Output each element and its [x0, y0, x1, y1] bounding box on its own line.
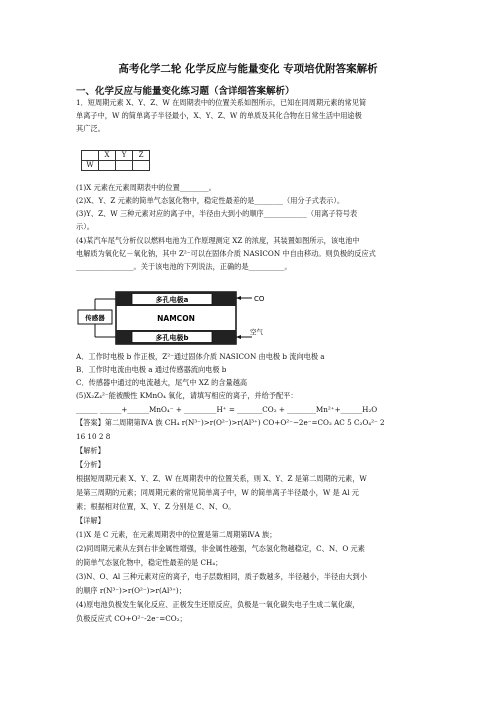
co-label: CO — [254, 295, 265, 303]
option-a: A．工作时电极 b 作正极，Z²⁻通过固体介质 NASICON 由电极 b 流向电极 a — [76, 352, 325, 361]
question-item: ______ ______+______MnO₄⁻ + _________H⁺ = _______CO₂ + ________Mn²⁺+______H₂O — [76, 405, 378, 414]
detail-text: 的顺序 r(N³⁻)>r(O²⁻)>r(Al³⁺)； — [76, 586, 186, 595]
section-heading: 一、化学反应与能量变化练习题（含详细答案解析） — [76, 86, 295, 97]
electrode-a-label: 多孔电极a — [155, 296, 189, 304]
detail-text: (3)N、O、Al 三种元素对应的离子，电子层数相同，质子数越多，半径越小，半径由大到小 — [76, 572, 367, 581]
grid-cell — [133, 161, 150, 171]
fuel-cell-diagram — [76, 290, 266, 346]
option-b: B．工作时电流由电极 a 通过传感器流向电极 b — [76, 365, 227, 374]
analysis-heading: 【解析】 — [76, 446, 105, 455]
detail-text: 的简单气态氢化物中，稳定性最差的是 CH₄； — [76, 558, 223, 567]
page-title: 高考化学二轮 化学反应与能量变化 专项培优附答案解析 — [118, 63, 378, 75]
answer-line: 【答案】第二周期第ⅣA 族 CH₄ r(N³⁻)>r(O²⁻)>r(Al³⁺) CO+O²⁻−2e⁻=CO₂ AC 5 C₂O₄²⁻ 2 — [76, 418, 385, 427]
air-label: 空气 — [250, 328, 263, 336]
grid-cell — [116, 161, 133, 171]
question-item: (4)某汽车尾气分析仪以燃料电池为工作原理测定 XZ 的浓度，其装置如图所示，该电池中 — [76, 236, 360, 245]
question-item: 电解质为氧化钇－氧化钠，其中 Z²⁻可以在固体介质 NASICON 中自由移动。则负极的反应式 — [76, 249, 376, 258]
analysis-text: 素；根据相对位置，X、Y、Z 分别是 C、N、O。 — [76, 502, 236, 511]
detail-heading: 【详解】 — [76, 516, 105, 525]
question-text: 其广泛。 — [76, 124, 105, 133]
grid-cell — [99, 161, 116, 171]
question-item: ________________。关于该电池的下列说法，正确的是__________。 — [76, 262, 292, 271]
detail-text: (4)原电池负极发生氧化反应、正极发生还原反应，负极是一氧化碳失电子生成二氧化碳， — [76, 600, 360, 609]
question-text: 1．短周期元素 X、Y、Z、W 在周期表中的位置关系如图所示，已知在同周期元素的常见简 — [76, 98, 367, 107]
question-item: (5)X₂Z₄²⁻能被酸性 KMnO₄ 氧化，请填写相应的离子，并给予配平： — [76, 391, 298, 400]
sensor-label: 传感器 — [85, 314, 105, 322]
electrolyte-label: NAMCON — [157, 314, 195, 323]
analysis-text: 是第三周期的元素；同周期元素的常见简单离子中，W 的简单离子半径最小，W 是 Al 元 — [76, 488, 359, 497]
grid-cell: Y — [116, 151, 133, 161]
grid-cell: X — [99, 151, 116, 161]
analysis-text: 根据短周期元素 X、Y、Z、W 在周期表中的位置关系，则 X、Y、Z 是第二周期的元素，W — [76, 474, 367, 483]
analysis-heading: 【分析】 — [76, 460, 105, 469]
question-item: 示）。 — [76, 222, 94, 231]
question-item: (1)X 元素在元素周期表中的位置________。 — [76, 183, 216, 192]
question-text: 单离子中，W 的简单离子半径最小，X、Y、Z、W 的单质及其化合物在日常生活中用途极 — [76, 111, 362, 120]
answer-line: 16 10 2 8 — [76, 432, 111, 441]
grid-cell: W — [82, 161, 99, 171]
detail-text: (2)同周期元素从左到右非金属性增强，非金属性越强，气态氢化物越稳定，C、N、O 元素 — [76, 544, 365, 553]
grid-cell — [82, 151, 99, 161]
question-item: (2)X、Y、Z 元素的简单气态氢化物中，稳定性最差的是________（用分子式表示）。 — [76, 196, 345, 205]
periodic-table-grid — [81, 150, 150, 171]
question-item: (3)Y、Z、W 三种元素对应的离子中，半径由大到小的顺序____________（用离子符号表 — [76, 209, 358, 218]
detail-text: (1)X 是 C 元素，在元素周期表中的位置是第二周期第ⅣA 族； — [76, 530, 277, 539]
electrode-b-label: 多孔电极b — [155, 334, 189, 342]
detail-text: 负极反应式 CO+O²⁻-2e⁻=CO₂； — [76, 614, 187, 623]
grid-cell: Z — [133, 151, 150, 161]
option-c: C．传感器中通过的电流越大，尾气中 XZ 的含量越高 — [76, 378, 248, 387]
